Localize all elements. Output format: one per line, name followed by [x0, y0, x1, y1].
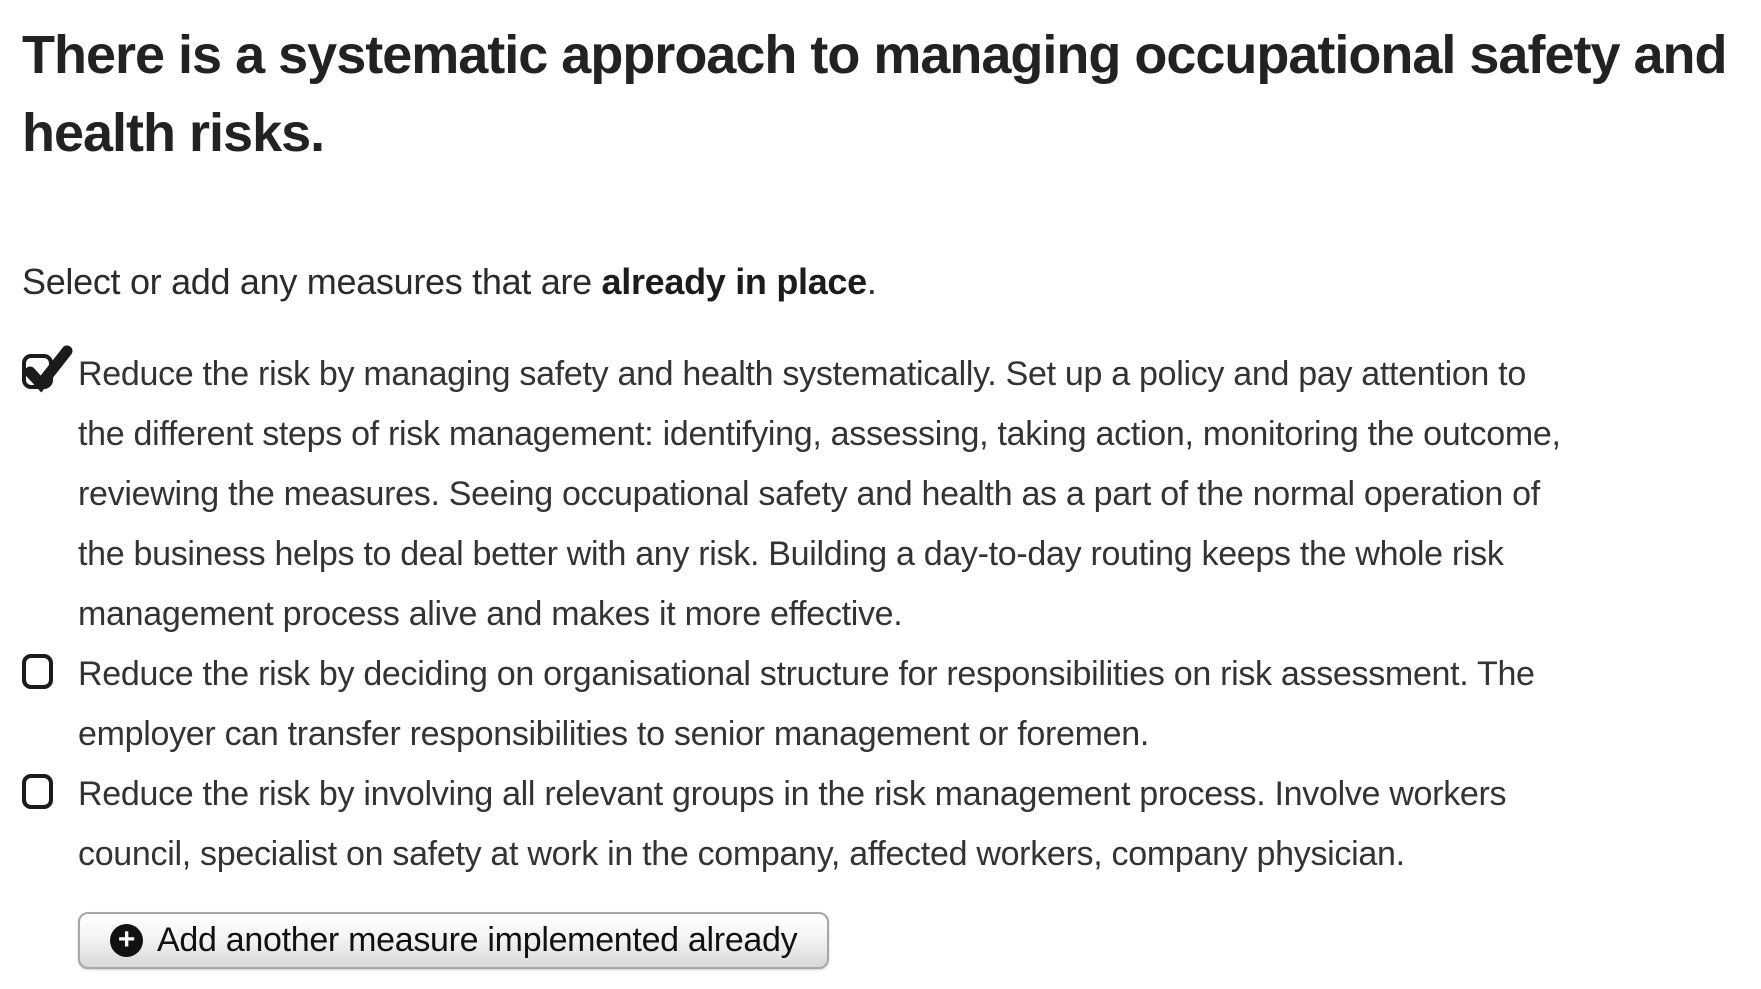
- measure-item[interactable]: [22, 644, 1567, 764]
- measure-label: Reduce the risk by involving all relevant groups in the risk management process. Involve workers council, specialist on safety at work in the company, affected workers, company physician.: [78, 775, 1507, 873]
- measure-checkbox[interactable]: [22, 354, 53, 389]
- checkmark-icon: [20, 342, 72, 394]
- measures-list: [22, 344, 1567, 884]
- measure-checkbox[interactable]: [22, 654, 53, 689]
- measure-label: Reduce the risk by deciding on organisational structure for responsibilities on risk assessment. The employer can transfer responsibilities to senior management or foremen.: [78, 655, 1535, 753]
- page-title: There is a systematic approach to managing occupational safety and health risks.: [22, 25, 1727, 163]
- measure-item[interactable]: [22, 764, 1567, 884]
- instruction-text: [22, 260, 1737, 304]
- measure-label: Reduce the risk by managing safety and health systematically. Set up a policy and pay attention to the different steps of risk management: identifying, assessing, taking action, monitoring the outcome, reviewing the measures. Seeing occupational safety and health as a part of the normal operation of the business helps to deal better with any risk. Building a day-to-day routing keeps the whole risk management process alive and makes it more effective.: [78, 355, 1561, 633]
- add-measure-button[interactable]: [78, 912, 829, 969]
- add-measure-button-label: Add another measure implemented already: [157, 921, 798, 959]
- instruction-emphasis: already in place: [601, 261, 867, 302]
- measure-checkbox[interactable]: [22, 774, 53, 809]
- measure-item[interactable]: [22, 344, 1567, 644]
- instruction-suffix: .: [866, 261, 877, 302]
- plus-circle-icon: [110, 924, 143, 957]
- instruction-prefix: Select or add any measures that are: [22, 261, 602, 302]
